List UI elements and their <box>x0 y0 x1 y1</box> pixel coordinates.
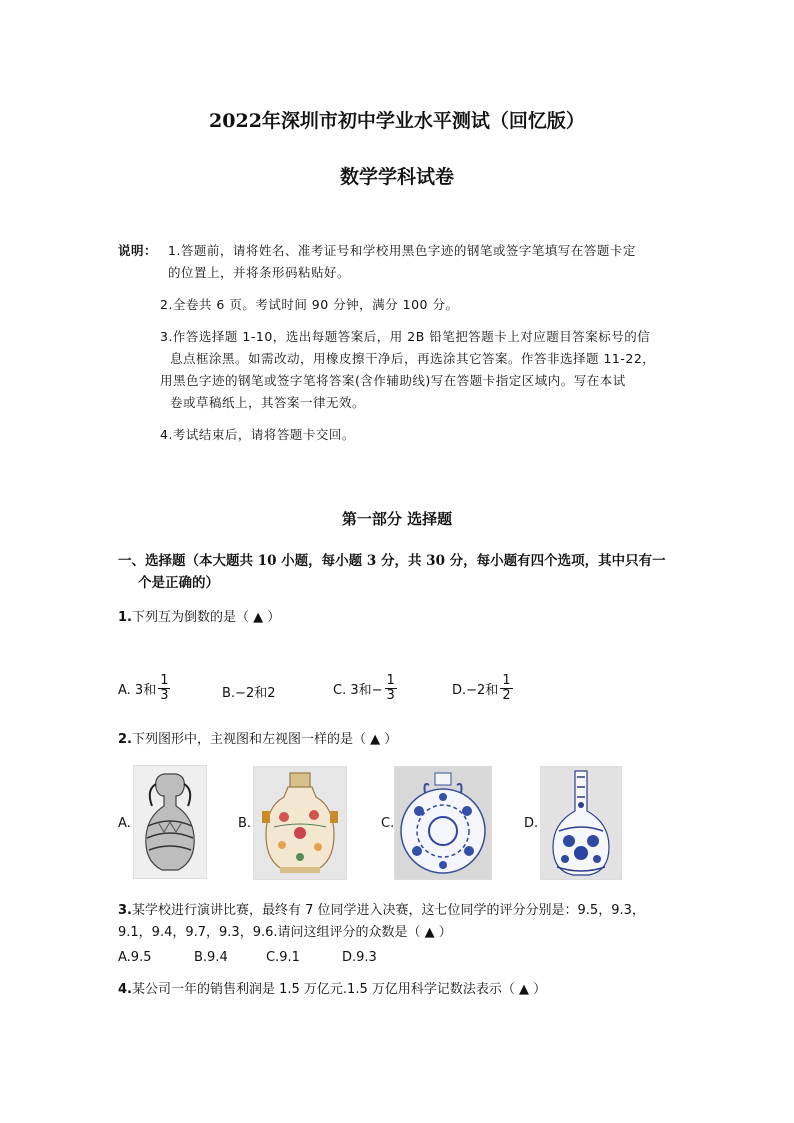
q2-option-c-label: C. <box>381 816 395 831</box>
silver-vase-icon <box>134 766 206 878</box>
instruction-item-4: 4.考试结束后，请将答题卡交回。 <box>160 427 355 442</box>
q3-option-c: C.9.1 <box>266 950 300 965</box>
fraction-denominator: 2 <box>502 688 511 703</box>
question-text-line-1: 某学校进行演讲比赛，最终有 7 位同学进入决赛，这七位同学的评分分别是：9.5，9.3， <box>131 903 645 918</box>
q3-option-b: B.9.4 <box>194 950 228 965</box>
instruction-item-1-line-2: 的位置上，并将条形码粘贴好。 <box>168 265 351 280</box>
fraction <box>158 674 170 703</box>
question-3 <box>118 900 645 944</box>
fraction-numerator: 1 <box>386 673 395 688</box>
question-number: 1. <box>118 610 132 625</box>
exam-title: 2022年深圳市初中学业水平测试（回忆版） <box>209 110 585 132</box>
instructions-label: 说明： <box>118 243 158 258</box>
question-text-line-2: 9.1，9.4，9.7，9.3，9.6.请问这组评分的众数是（ ▲ ） <box>118 925 452 940</box>
question-2 <box>118 728 397 747</box>
question-4 <box>118 978 546 997</box>
section-description-line-2: 个是正确的） <box>138 575 219 591</box>
instruction-item-1-line-1: 1.答题前，请将姓名、准考证号和学校用黑色字迹的钢笔或签字笔填写在答题卡定 <box>168 243 636 258</box>
section-description <box>118 550 666 594</box>
instruction-item-3-line-3: 用黑色字迹的钢笔或签字笔将答案(含作辅助线)写在答题卡指定区域内。写在本试 <box>160 373 626 388</box>
q2-option-d-label: D. <box>524 816 539 831</box>
question-text: 下列图形中，主视图和左视图一样的是（ ▲ ） <box>131 732 398 747</box>
q1-option-d <box>452 674 513 703</box>
famille-rose-vase-icon <box>254 767 346 879</box>
q3-option-a: A.9.5 <box>118 950 152 965</box>
instruction-item-3-line-4: 卷或草稿纸上，其答案一律无效。 <box>170 395 366 410</box>
q2-vase-c-image <box>394 766 492 880</box>
q2-vase-d-image <box>540 766 622 880</box>
option-label: D.−2和 <box>452 683 499 698</box>
fraction-numerator: 1 <box>160 673 169 688</box>
question-number: 2. <box>118 732 132 747</box>
blue-white-bottle-vase-icon <box>541 767 621 879</box>
fraction <box>385 674 397 703</box>
question-number: 3. <box>118 903 132 918</box>
q1-option-c <box>333 674 397 703</box>
fraction-denominator: 3 <box>160 688 169 703</box>
q2-vase-b-image <box>253 766 347 880</box>
q1-option-a <box>118 674 170 703</box>
instruction-item-3 <box>160 326 690 414</box>
q2-option-a-label: A. <box>118 816 131 831</box>
question-text: 某公司一年的销售利润是 1.5 万亿元.1.5 万亿用科学记数法表示（ ▲ ） <box>131 982 547 997</box>
q2-option-b-label: B. <box>238 816 252 831</box>
instruction-item-3-line-1: 3.作答选择题 1-10，选出每题答案后，用 2B 铅笔把答题卡上对应题目答案标号的信 <box>160 329 651 344</box>
q3-option-d: D.9.3 <box>342 950 377 965</box>
moon-flask-vase-icon <box>395 767 491 879</box>
fraction <box>500 674 512 703</box>
instruction-item-3-line-2: 息点框涂黑。如需改动，用橡皮擦干净后，再选涂其它答案。作答非选择题 11-22， <box>170 351 656 366</box>
instruction-item-1 <box>168 240 688 284</box>
q2-vase-a-image <box>133 765 207 879</box>
section-description-line-1: 一、选择题（本大题共 10 小题，每小题 3 分，共 30 分，每小题有四个选项，其中只有一 <box>118 553 666 569</box>
q1-option-b: B.−2和2 <box>222 686 276 701</box>
exam-subtitle: 数学学科试卷 <box>339 166 454 188</box>
question-number: 4. <box>118 982 132 997</box>
instruction-item-2: 2.全卷共 6 页。考试时间 90 分钟，满分 100 分。 <box>160 297 459 312</box>
question-1 <box>118 606 280 625</box>
part-heading: 第一部分 选择题 <box>341 510 453 528</box>
fraction-denominator: 3 <box>386 688 395 703</box>
option-label: A. 3和 <box>118 683 157 698</box>
fraction-numerator: 1 <box>502 673 511 688</box>
question-text: 下列互为倒数的是（ ▲ ） <box>131 610 281 625</box>
option-label: C. 3和− <box>333 683 383 698</box>
